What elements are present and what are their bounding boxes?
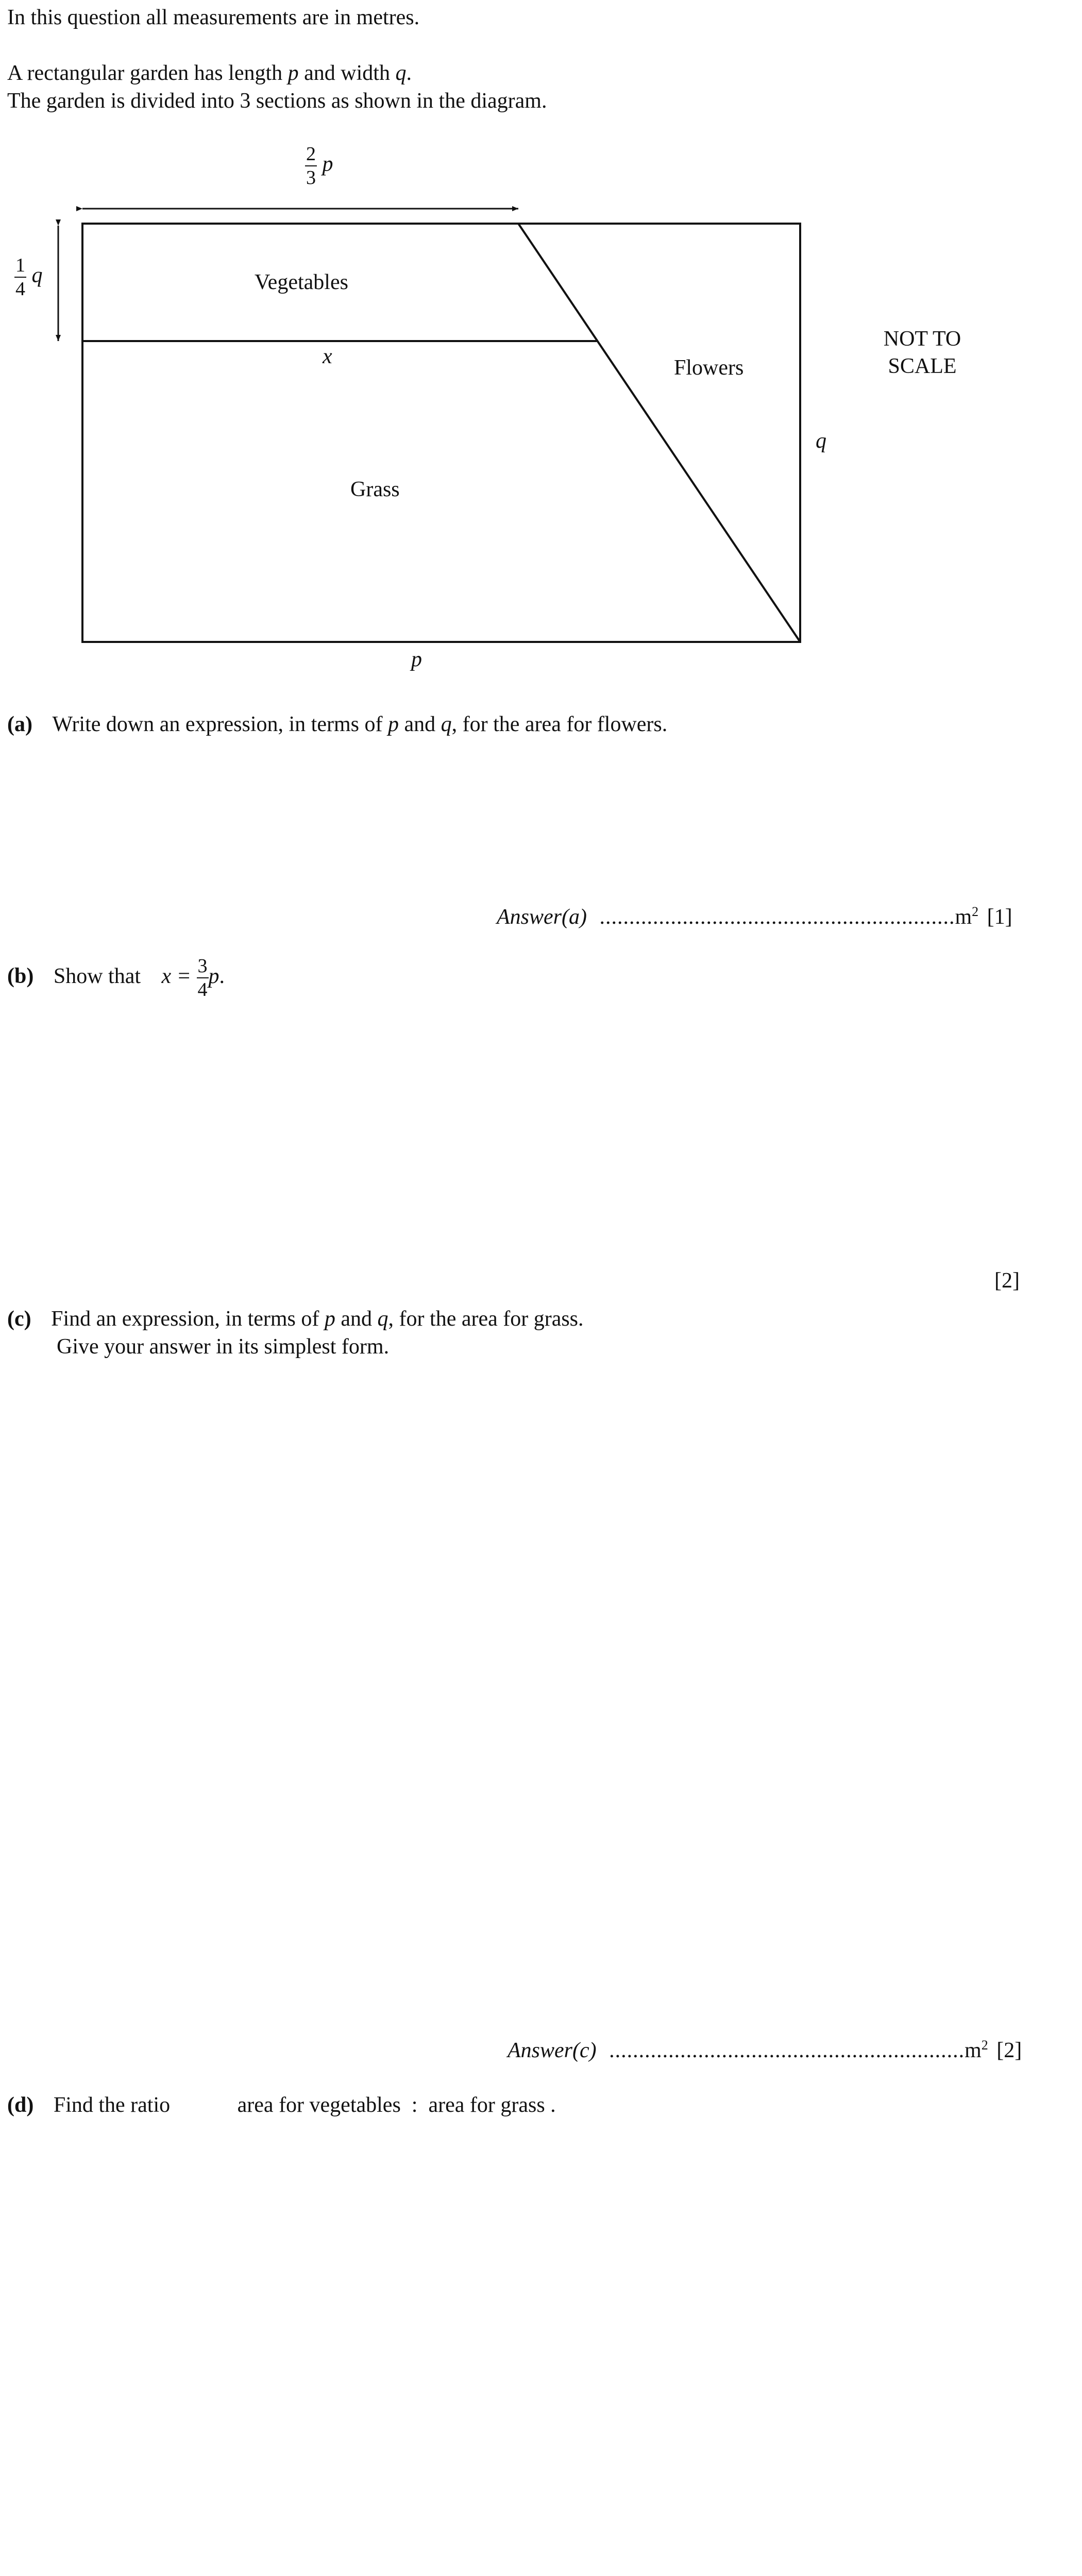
part-d-question — [7, 2092, 556, 2119]
var-q: q — [395, 61, 407, 85]
part-a-question — [7, 711, 667, 738]
label-x: x — [323, 345, 332, 368]
part-b-marks: [2] — [994, 1269, 1020, 1293]
part-b-question — [7, 956, 225, 999]
question-text: Write down an expression, in terms of — [52, 713, 388, 736]
var-p: p — [208, 964, 219, 988]
intro-text: A rectangular garden has length — [7, 61, 288, 85]
part-b-letter: (b) — [7, 964, 34, 988]
question-text: , for the area for flowers. — [451, 713, 668, 736]
intro-line-1: In this question all measurements are in metres. — [7, 6, 420, 29]
top-dimension-label — [305, 144, 333, 188]
not-to-scale-note — [876, 326, 969, 380]
var-q: q — [31, 263, 43, 287]
unit-exponent: 2 — [972, 904, 979, 919]
not-to-scale-line-2: SCALE — [888, 354, 957, 378]
question-text: Find the ratio — [53, 2093, 171, 2117]
label-flowers: Flowers — [674, 356, 744, 380]
garden-rectangle — [82, 224, 800, 642]
label-grass: Grass — [350, 478, 400, 501]
var-p: p — [322, 152, 333, 176]
var-p: p — [288, 61, 299, 85]
var-p: p — [387, 713, 399, 736]
marks: [1] — [987, 905, 1012, 929]
fraction-one-quarter: $\frac{1}{4}$ — [15, 255, 25, 300]
question-text: and — [335, 1307, 378, 1331]
unit: m — [965, 2039, 982, 2062]
answer-label: Answer(c) — [508, 2039, 597, 2062]
left-dimension-label — [14, 256, 43, 299]
part-a-answer-line — [497, 904, 1012, 931]
part-d-letter: (d) — [7, 2093, 34, 2117]
answer-label: Answer(a) — [497, 905, 587, 929]
unit: m — [955, 905, 972, 929]
intro-text: and width — [298, 61, 396, 85]
part-a-letter: (a) — [7, 713, 32, 736]
var-q: q — [377, 1307, 388, 1331]
equation-lhs: x = — [161, 964, 197, 988]
fraction-three-quarters: $\frac{3}{4}$ — [197, 955, 208, 1001]
question-text: , for the area for grass. — [388, 1307, 584, 1331]
var-q: q — [441, 713, 452, 736]
flowers-diagonal — [518, 224, 800, 642]
intro-text: . — [406, 61, 412, 85]
not-to-scale-line-1: NOT TO — [883, 327, 961, 351]
part-c-instruction: Give your answer in its simplest form. — [57, 1335, 390, 1359]
label-p: p — [411, 648, 422, 671]
unit-exponent: 2 — [981, 2038, 988, 2053]
question-text: . — [219, 964, 225, 988]
part-c-answer-line — [508, 2037, 1022, 2064]
question-text: and — [398, 713, 441, 736]
intro-line-3: The garden is divided into 3 sections as shown in the diagram. — [7, 89, 547, 113]
answer-field-c[interactable]: ............................................................ — [609, 2039, 965, 2062]
question-text: Find an expression, in terms of — [51, 1307, 325, 1331]
part-c-letter: (c) — [7, 1307, 31, 1331]
marks: [2] — [996, 2039, 1022, 2062]
label-q: q — [816, 429, 826, 453]
fraction-two-thirds: $\frac{2}{3}$ — [306, 143, 316, 189]
ratio-text: area for vegetables : area for grass . — [237, 2093, 556, 2117]
var-p: p — [324, 1307, 335, 1331]
answer-field-a[interactable]: ............................................................ — [599, 905, 955, 929]
label-vegetables: Vegetables — [255, 270, 348, 294]
question-text: Show that — [53, 964, 141, 988]
part-c-question — [7, 1306, 584, 1333]
